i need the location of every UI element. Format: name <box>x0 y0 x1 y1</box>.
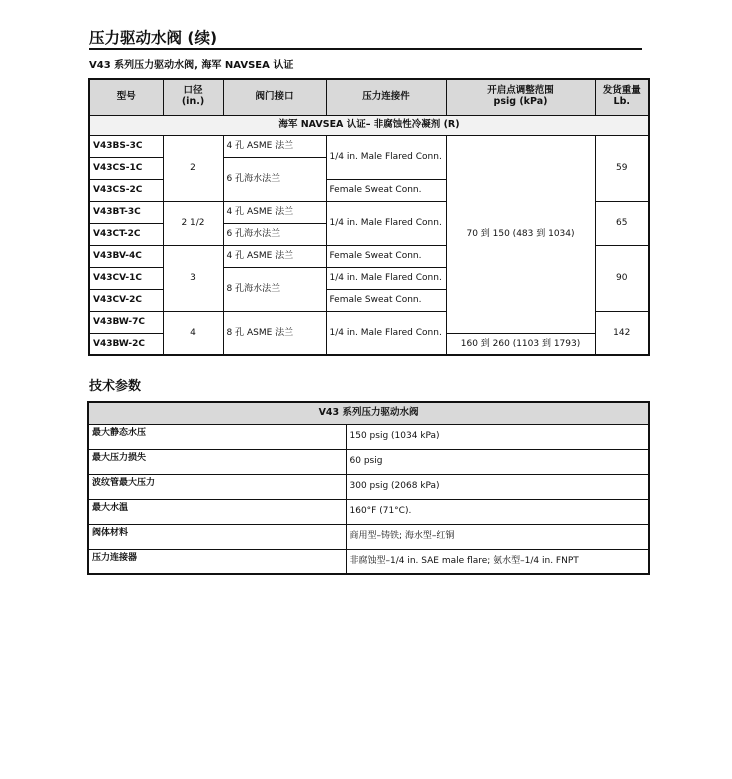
size-cell: 2 <box>163 135 223 201</box>
spec-table <box>87 401 650 575</box>
spec-table-header: V43 系列压力驱动水阀 <box>88 402 649 424</box>
table-row <box>88 449 649 474</box>
header-port-size <box>163 79 223 115</box>
section-label: 海军 NAVSEA 认证– 非腐蚀性冷凝剂 (R) <box>89 115 649 135</box>
table-row <box>88 474 649 499</box>
connector-cell: 1/4 in. Male Flared Conn. <box>326 135 446 179</box>
flange-cell: 6 孔海水法兰 <box>223 157 326 201</box>
spec-value: 非腐蚀型–1/4 in. SAE male flare; 氨水型–1/4 in. FNPT <box>346 549 649 574</box>
table-caption: V43 系列压力驱动水阀, 海军 NAVSEA 认证 <box>89 60 294 71</box>
flange-cell: 6 孔海水法兰 <box>223 223 326 245</box>
spec-label: 阀体材料 <box>88 524 346 549</box>
spec-value: 商用型–铸铁; 海水型–红铜 <box>346 524 649 549</box>
model-cell: V43CV-2C <box>89 289 163 311</box>
connector-cell: 1/4 in. Male Flared Conn. <box>326 311 446 355</box>
flange-cell: 4 孔 ASME 法兰 <box>223 201 326 223</box>
connector-cell: 1/4 in. Male Flared Conn. <box>326 201 446 245</box>
spec-label: 压力连接器 <box>88 549 346 574</box>
header-row <box>89 79 649 115</box>
model-cell: V43BV-4C <box>89 245 163 267</box>
table-row <box>88 499 649 524</box>
header-row <box>88 402 649 424</box>
page-title: 压力驱动水阀 (续) <box>89 29 218 47</box>
header-flange: 阀门接口 <box>223 79 326 115</box>
model-cell: V43CS-1C <box>89 157 163 179</box>
flange-cell: 8 孔 ASME 法兰 <box>223 311 326 355</box>
header-model: 型号 <box>89 79 163 115</box>
flange-cell: 8 孔海水法兰 <box>223 267 326 311</box>
model-cell: V43BS-3C <box>89 135 163 157</box>
model-cell: V43CS-2C <box>89 179 163 201</box>
model-cell: V43BT-3C <box>89 201 163 223</box>
weight-cell: 90 <box>595 245 649 311</box>
model-cell: V43BW-2C <box>89 333 163 355</box>
size-cell: 2 1/2 <box>163 201 223 245</box>
flange-cell: 4 孔 ASME 法兰 <box>223 245 326 267</box>
spec-label: 最大静态水压 <box>88 424 346 449</box>
header-connector: 压力连接件 <box>326 79 446 115</box>
connector-cell: Female Sweat Conn. <box>326 289 446 311</box>
connector-cell: 1/4 in. Male Flared Conn. <box>326 267 446 289</box>
spec-value: 300 psig (2068 kPa) <box>346 474 649 499</box>
range-cell: 70 到 150 (483 到 1034) <box>446 135 595 333</box>
model-cell: V43CT-2C <box>89 223 163 245</box>
table-row <box>89 135 649 157</box>
table-row <box>88 424 649 449</box>
model-cell: V43CV-1C <box>89 267 163 289</box>
section-heading: 技术参数 <box>89 379 142 394</box>
model-cell: V43BW-7C <box>89 311 163 333</box>
section-row <box>89 115 649 135</box>
size-cell: 3 <box>163 245 223 311</box>
connector-cell: Female Sweat Conn. <box>326 245 446 267</box>
range-cell: 160 到 260 (1103 到 1793) <box>446 333 595 355</box>
header-range-text: 开启点调整范围 psig (kPa) <box>487 85 554 108</box>
header-weight <box>595 79 649 115</box>
flange-cell: 4 孔 ASME 法兰 <box>223 135 326 157</box>
header-port-size-text: 口径 (in.) <box>181 85 205 108</box>
model-table <box>88 78 650 356</box>
spec-value: 60 psig <box>346 449 649 474</box>
header-weight-text: 发货重量 Lb. <box>602 85 641 108</box>
spec-label: 最大水温 <box>88 499 346 524</box>
connector-cell: Female Sweat Conn. <box>326 179 446 201</box>
weight-cell: 65 <box>595 201 649 245</box>
weight-cell: 59 <box>595 135 649 201</box>
spec-value: 160°F (71°C). <box>346 499 649 524</box>
spec-value: 150 psig (1034 kPa) <box>346 424 649 449</box>
spec-label: 波纹管最大压力 <box>88 474 346 499</box>
table-row <box>88 524 649 549</box>
size-cell: 4 <box>163 311 223 355</box>
spec-label: 最大压力损失 <box>88 449 346 474</box>
title-divider <box>89 48 642 50</box>
weight-cell: 142 <box>595 311 649 355</box>
header-range <box>446 79 595 115</box>
table-row <box>88 549 649 574</box>
